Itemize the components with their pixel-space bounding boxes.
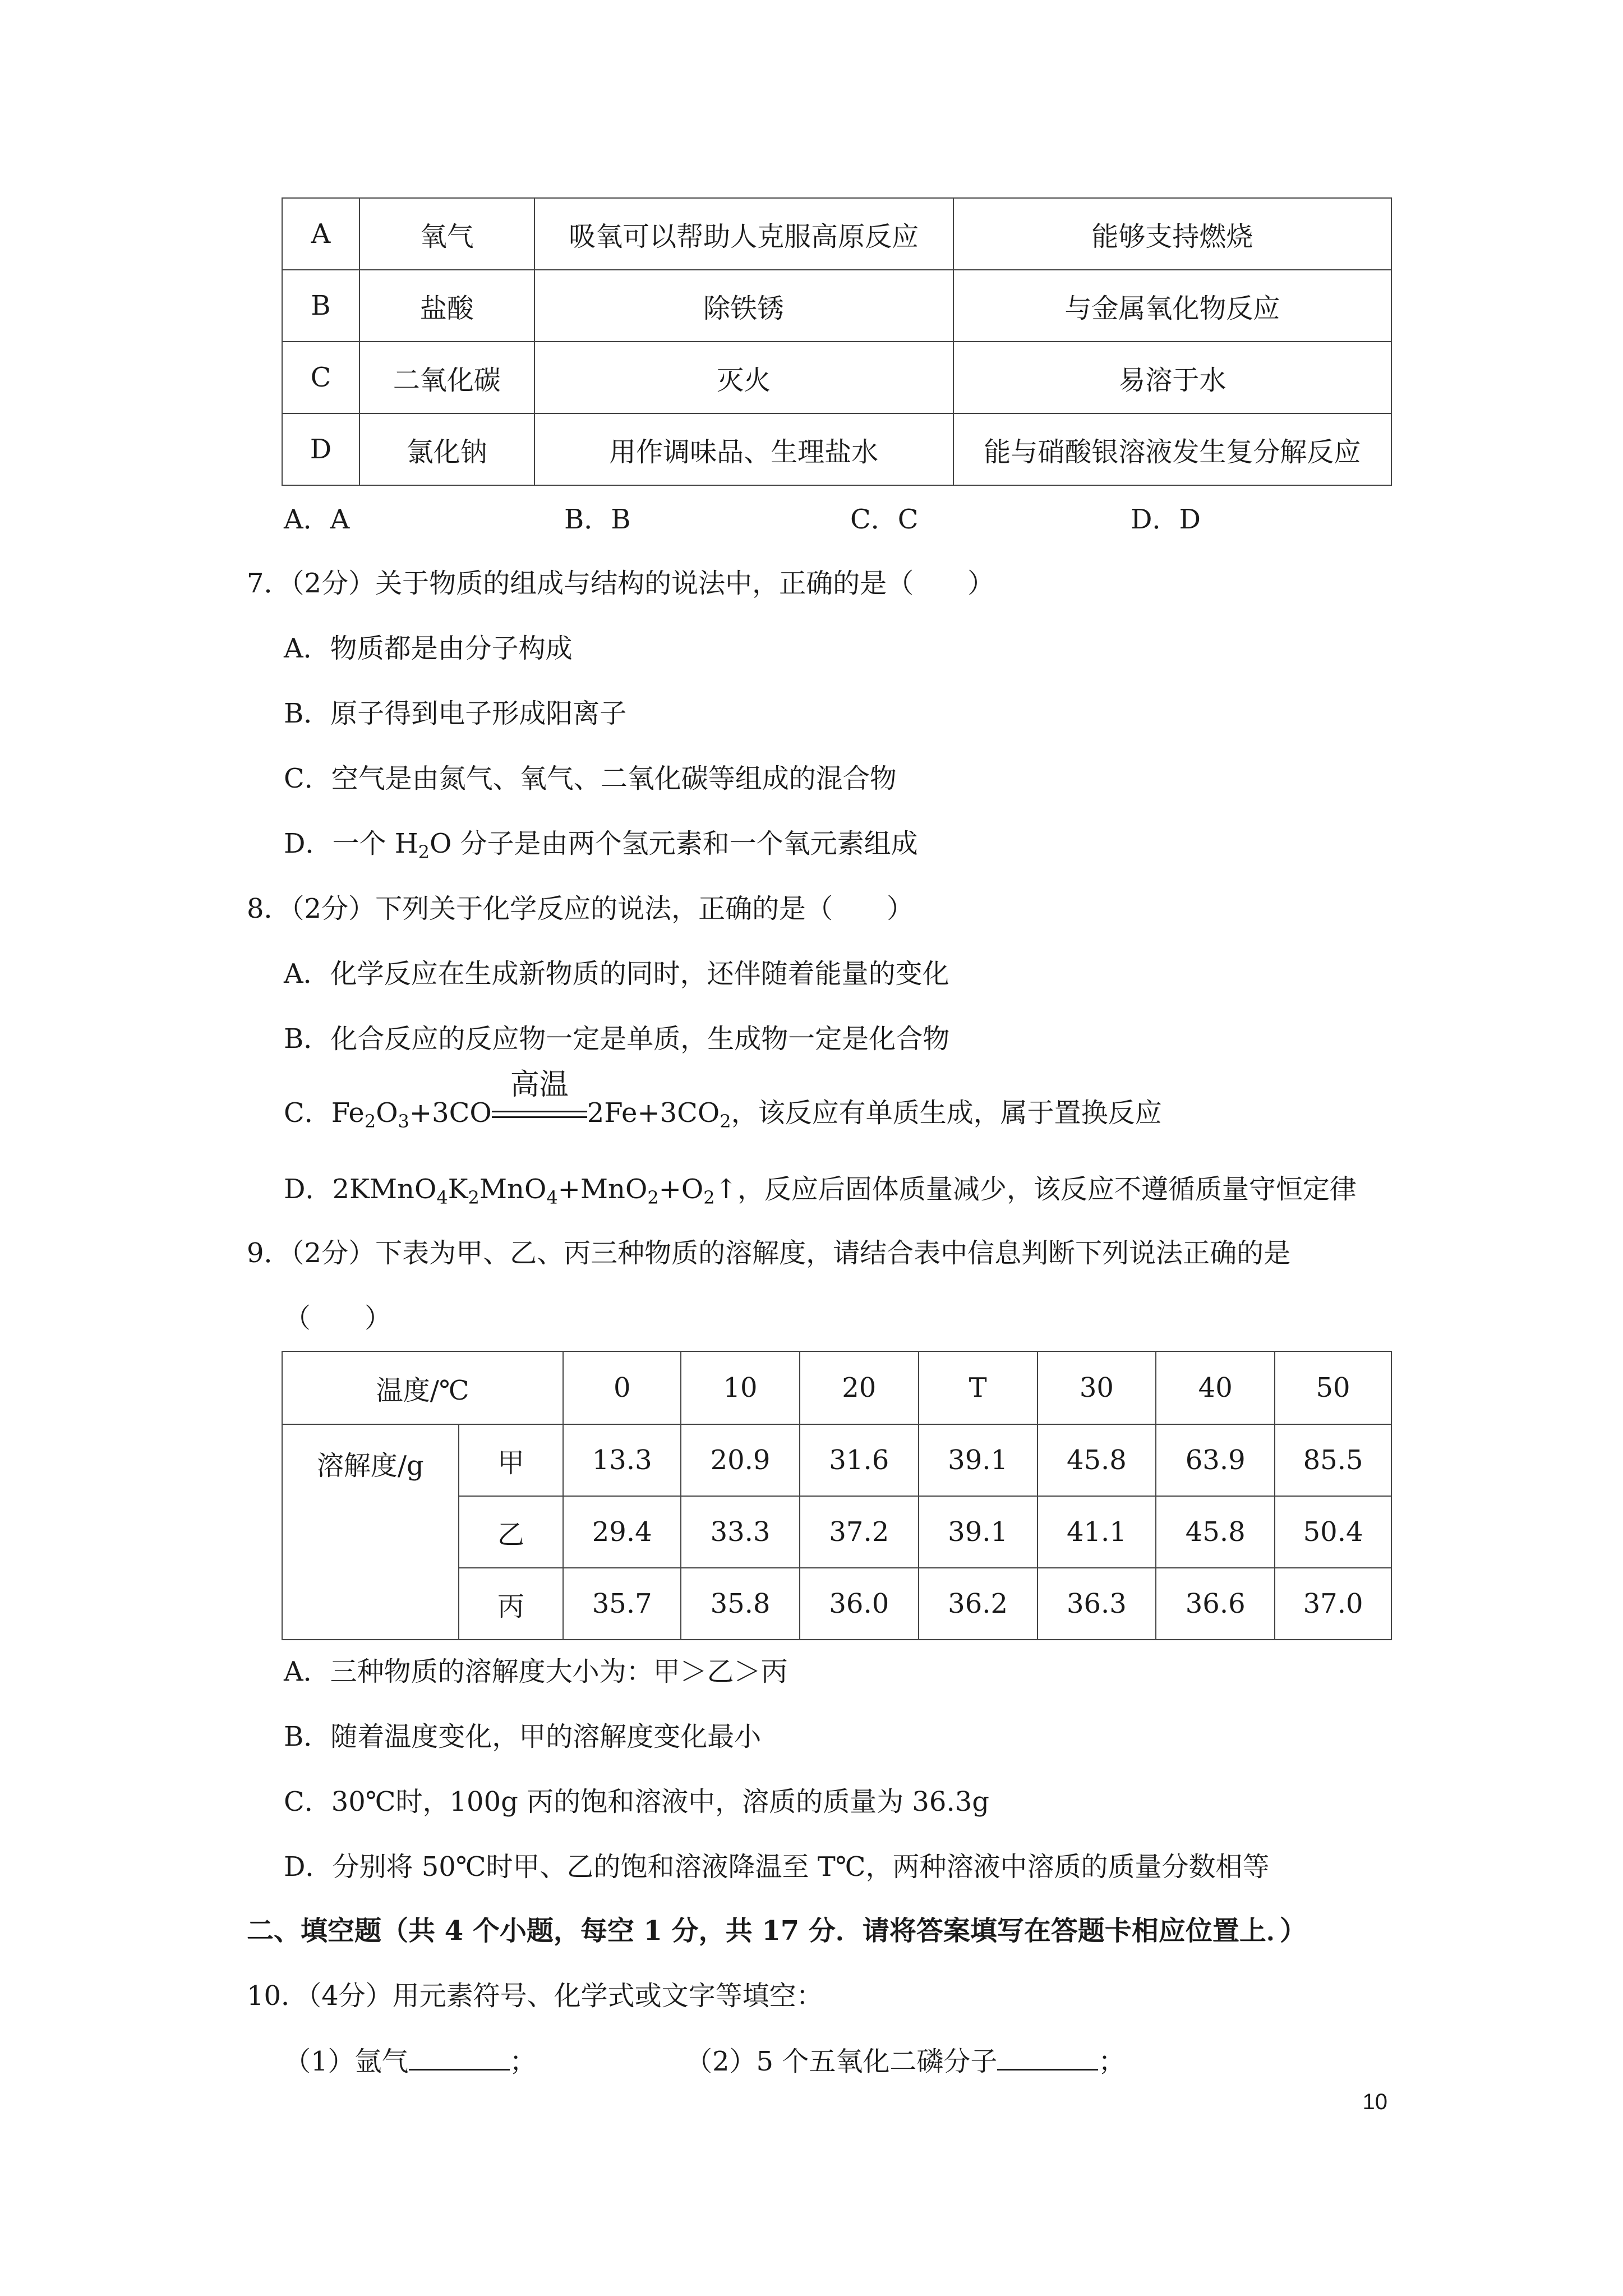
solubility-value: 37.2 [800, 1496, 919, 1568]
table-cell-property: 能够支持燃烧 [953, 198, 1391, 270]
table-cell-use: 用作调味品、生理盐水 [534, 413, 953, 485]
solubility-value: 36.2 [919, 1568, 1038, 1640]
solubility-value: 45.8 [1156, 1496, 1275, 1568]
q9-option-d[interactable]: D．分别将 50℃时甲、乙的饱和溶液降温至 T℃，两种溶液中溶质的质量分数相等 [284, 1851, 1270, 1883]
table-cell-name: 二氧化碳 [359, 342, 534, 413]
table-cell-name: 盐酸 [359, 270, 534, 342]
page-number: 10 [1362, 2090, 1387, 2114]
temperature-cell: 40 [1156, 1351, 1275, 1424]
q9-option-a[interactable]: A．三种物质的溶解度大小为：甲＞乙＞丙 [284, 1656, 788, 1687]
q7-option-d[interactable]: D．一个 $H_2O$ 分子是由两个氢元素和一个氧元素组成 [284, 828, 918, 863]
q10-stem: 10．（4分）用元素符号、化学式或文字等填空： [247, 1980, 823, 2012]
solubility-value: 20.9 [681, 1424, 800, 1496]
substance-table-row [282, 342, 1391, 413]
substance-name: 乙 [459, 1496, 564, 1568]
q8-option-c[interactable]: C．$Fe_2O_3+3CO$ 高温 $2Fe+3CO_2$，该反应有单质生成，属于置换反应 [284, 1068, 1162, 1132]
substance-name: 甲 [459, 1424, 564, 1496]
q8-option-d[interactable]: D．$2KMnO_4K_2MnO_4+MnO_2+O_2↑$，反应后固体质量减少，该反应不遵循质量守恒定律 [284, 1174, 1357, 1208]
q7-stem: 7．（2分）关于物质的组成与结构的说法中，正确的是（ ） [247, 568, 995, 599]
solubility-value: 31.6 [800, 1424, 919, 1496]
substance-table-row [282, 198, 1391, 270]
table-cell-name: 氯化钠 [359, 413, 534, 485]
substance-table [282, 197, 1392, 486]
section-heading: 二、填空题（共 4 个小题，每空 1 分，共 17 分．请将答案填写在答题卡相应位置上．） [247, 1915, 1307, 1947]
solubility-label: 溶解度/g [282, 1424, 459, 1640]
solubility-value: 41.1 [1038, 1496, 1156, 1568]
temperature-cell: 20 [800, 1351, 919, 1424]
solubility-value: 33.3 [681, 1496, 800, 1568]
table-cell-property: 易溶于水 [953, 342, 1391, 413]
q9-option-c[interactable]: C．30℃时，100g 丙的饱和溶液中，溶质的质量为 36.3g [284, 1786, 989, 1818]
q8-option-b[interactable]: B．化合反应的反应物一定是单质，生成物一定是化合物 [284, 1023, 950, 1055]
temperature-cell: 30 [1038, 1351, 1156, 1424]
solubility-header-row [282, 1351, 1391, 1424]
solubility-value: 39.1 [919, 1496, 1038, 1568]
reaction-condition: 高温 [492, 1095, 587, 1131]
solubility-table [282, 1351, 1392, 1640]
table-cell-use: 除铁锈 [534, 270, 953, 342]
temperature-header: 温度/℃ [282, 1351, 563, 1424]
solubility-value: 36.0 [800, 1568, 919, 1640]
table-cell-label: A [282, 198, 359, 270]
q6-options [284, 501, 1201, 537]
answer-blank-1[interactable] [409, 2043, 510, 2070]
temperature-cell: 0 [563, 1351, 681, 1424]
substance-name: 丙 [459, 1568, 564, 1640]
solubility-value: 29.4 [563, 1496, 681, 1568]
q6-option-a[interactable]: A．A [284, 504, 350, 535]
q7-option-c[interactable]: C．空气是由氮气、氧气、二氧化碳等组成的混合物 [284, 763, 897, 794]
temperature-cell: T [919, 1351, 1038, 1424]
solubility-value: 36.3 [1038, 1568, 1156, 1640]
q9-stem: 9．（2分）下表为甲、乙、丙三种物质的溶解度，请结合表中信息判断下列说法正确的是 [247, 1237, 1291, 1269]
table-cell-use: 灭火 [534, 342, 953, 413]
table-cell-use: 吸氧可以帮助人克服高原反应 [534, 198, 953, 270]
solubility-value: 37.0 [1275, 1568, 1391, 1640]
q9-option-b[interactable]: B．随着温度变化，甲的溶解度变化最小 [284, 1721, 762, 1752]
q6-option-d[interactable]: D．D [1131, 504, 1201, 535]
table-cell-label: D [282, 413, 359, 485]
q7-option-b[interactable]: B．原子得到电子形成阳离子 [284, 698, 627, 729]
solubility-value: 35.7 [563, 1568, 681, 1640]
q6-option-b[interactable]: B．B [564, 504, 631, 535]
q10-part1: （1）氩气 ； [284, 2043, 537, 2079]
solubility-value: 39.1 [919, 1424, 1038, 1496]
solubility-value: 50.4 [1275, 1496, 1391, 1568]
q6-option-c[interactable]: C．C [850, 504, 919, 535]
substance-table-row [282, 413, 1391, 485]
table-cell-name: 氧气 [359, 198, 534, 270]
q9-stem-paren: （ ） [284, 1303, 392, 1334]
q8-option-a[interactable]: A．化学反应在生成新物质的同时，还伴随着能量的变化 [284, 958, 949, 990]
solubility-value: 45.8 [1038, 1424, 1156, 1496]
answer-blank-2[interactable] [997, 2043, 1098, 2070]
solubility-value: 35.8 [681, 1568, 800, 1640]
substance-table-row [282, 270, 1391, 342]
temperature-cell: 10 [681, 1351, 800, 1424]
q8-stem: 8．（2分）下列关于化学反应的说法，正确的是（ ） [247, 893, 914, 924]
solubility-value: 85.5 [1275, 1424, 1391, 1496]
q10-part2: （2）5 个五氧化二磷分子 ； [685, 2043, 1125, 2079]
temperature-cell: 50 [1275, 1351, 1391, 1424]
solubility-value: 63.9 [1156, 1424, 1275, 1496]
table-cell-property: 与金属氧化物反应 [953, 270, 1391, 342]
table-cell-label: B [282, 270, 359, 342]
table-cell-property: 能与硝酸银溶液发生复分解反应 [953, 413, 1391, 485]
table-cell-label: C [282, 342, 359, 413]
solubility-value: 36.6 [1156, 1568, 1275, 1640]
solubility-row [282, 1424, 1391, 1496]
solubility-value: 13.3 [563, 1424, 681, 1496]
q7-option-a[interactable]: A．物质都是由分子构成 [284, 633, 573, 664]
